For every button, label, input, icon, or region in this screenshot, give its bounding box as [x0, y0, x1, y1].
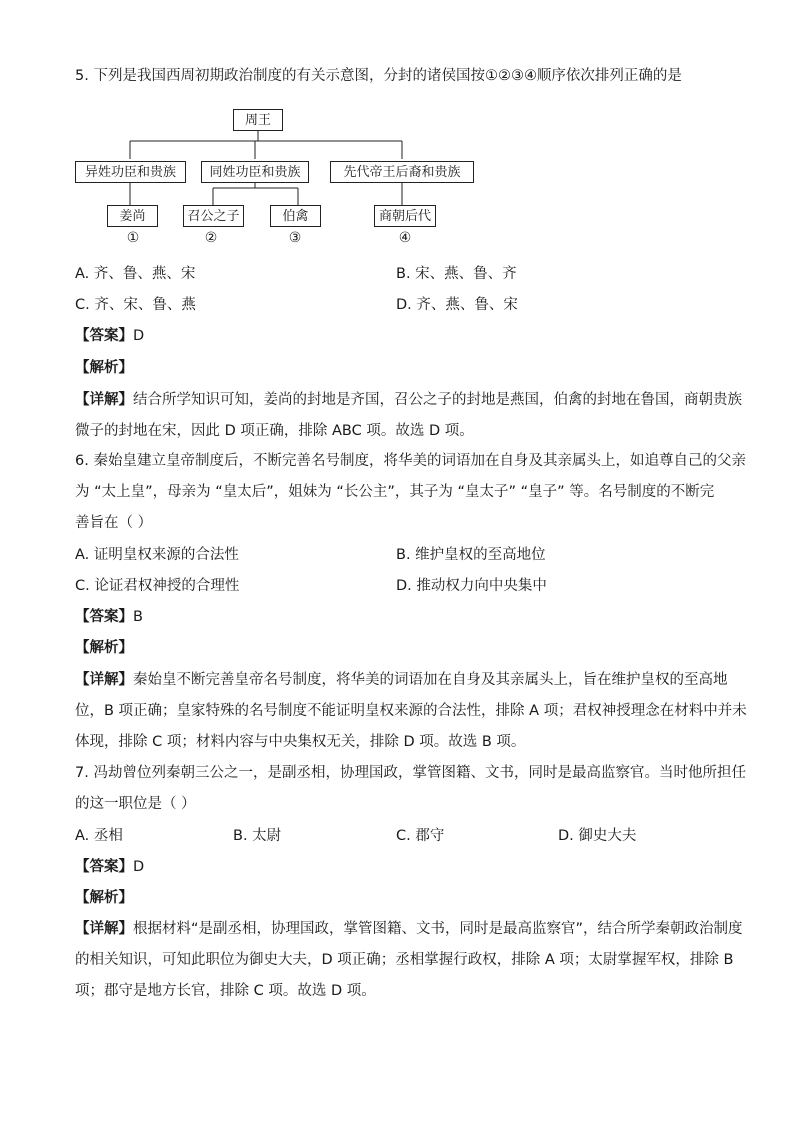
q6-detail-line-2: 位，B 项正确；皇家特殊的名号制度不能证明皇权来源的合法性，排除 A 项；君权神授理念在材料中并未	[75, 703, 747, 719]
q6-option-c: C. 论证君权神授的合理性	[75, 578, 240, 594]
q7-option-b: B. 太尉	[233, 828, 282, 844]
q5-option-d: D. 齐、燕、鲁、宋	[396, 297, 518, 313]
q7-stem-line-2: 的这一职位是（ ）	[75, 796, 196, 812]
diagram-leaf-box-4: 商朝后代	[374, 205, 436, 227]
q7-option-d: D. 御史大夫	[558, 828, 637, 844]
q7-detail-line-3: 项；郡守是地方长官，排除 C 项。故选 D 项。	[75, 983, 376, 999]
q5-option-a: A. 齐、鲁、燕、宋	[75, 266, 196, 282]
q6-stem-line-2: 为 “太上皇”，母亲为 “皇太后”，姐妹为 “长公主”，其子为 “皇太子” “皇子” 等。名号制度的不断完	[75, 484, 715, 500]
q6-option-d: D. 推动权力向中央集中	[396, 578, 547, 594]
q5-analysis-tag: 【解析】	[75, 360, 133, 376]
answer-tag: 【答案】	[75, 328, 133, 344]
q7-analysis-tag: 【解析】	[75, 890, 133, 906]
q5-detail-line-2: 微子的封地在宋，因此 D 项正确，排除 ABC 项。故选 D 项。	[75, 423, 474, 439]
answer-value: D	[133, 859, 145, 875]
diagram-root-box: 周王	[233, 109, 283, 131]
diagram-group-box-1: 异姓功臣和贵族	[75, 161, 186, 183]
q6-stem-line-3: 善旨在（ ）	[75, 515, 153, 531]
q7-stem-line-1: 7. 冯劫曾位列秦朝三公之一，是副丞相，协理国政，掌管图籍、文书，同时是最高监察官。当时他所担任	[75, 765, 746, 781]
diagram-mark-1: ①	[126, 230, 140, 246]
q7-option-c: C. 郡守	[396, 828, 445, 844]
diagram-group-box-3: 先代帝王后裔和贵族	[330, 161, 474, 183]
answer-value: D	[133, 328, 145, 344]
q5-stem: 5. 下列是我国西周初期政治制度的有关示意图，分封的诸侯国按①②③④顺序依次排列正确的是	[75, 68, 682, 84]
q5-detail-line-1: 【详解】结合所学知识可知，姜尚的封地是齐国，召公之子的封地是燕国，伯禽的封地在鲁国，商朝贵族	[75, 392, 742, 408]
detail-tag: 【详解】	[75, 392, 133, 408]
diagram-mark-4: ④	[398, 230, 412, 246]
q7-detail-line-1: 【详解】根据材料“是副丞相，协理国政，掌管图籍、文书，同时是最高监察官”，结合所学秦朝政治制度	[75, 921, 743, 937]
diagram-mark-2: ②	[204, 230, 218, 246]
q7-option-a: A. 丞相	[75, 828, 123, 844]
q6-option-b: B. 维护皇权的至高地位	[396, 547, 546, 563]
diagram-leaf-box-3: 伯禽	[270, 205, 321, 227]
answer-tag: 【答案】	[75, 609, 133, 625]
answer-value: B	[133, 609, 143, 625]
q6-detail-line-1: 【详解】秦始皇不断完善皇帝名号制度，将华美的词语加在自身及其亲属头上，旨在维护皇权的至高地	[75, 672, 728, 688]
detail-tag: 【详解】	[75, 921, 133, 937]
q6-analysis-tag: 【解析】	[75, 640, 133, 656]
q6-answer	[75, 607, 143, 627]
q7-answer	[75, 857, 144, 877]
q5-option-b: B. 宋、燕、鲁、齐	[396, 266, 517, 282]
answer-tag: 【答案】	[75, 859, 133, 875]
diagram-leaf-box-1: 姜尚	[107, 205, 158, 227]
diagram-leaf-box-2: 召公之子	[183, 205, 244, 227]
diagram-group-box-2: 同姓功臣和贵族	[201, 161, 309, 183]
detail-tag: 【详解】	[75, 672, 133, 688]
q7-detail-line-2: 的相关知识，可知此职位为御史大夫，D 项正确；丞相掌握行政权，排除 A 项；太尉掌握军权，排除 B	[75, 952, 734, 968]
diagram-mark-3: ③	[288, 230, 302, 246]
q5-option-c: C. 齐、宋、鲁、燕	[75, 297, 196, 313]
q5-answer	[75, 326, 144, 346]
q6-stem-line-1: 6. 秦始皇建立皇帝制度后，不断完善名号制度，将华美的词语加在自身及其亲属头上，如追尊自己的父亲	[75, 453, 746, 469]
q6-detail-line-3: 体现，排除 C 项；材料内容与中央集权无关，排除 D 项。故选 B 项。	[75, 734, 526, 750]
q6-option-a: A. 证明皇权来源的合法性	[75, 547, 239, 563]
